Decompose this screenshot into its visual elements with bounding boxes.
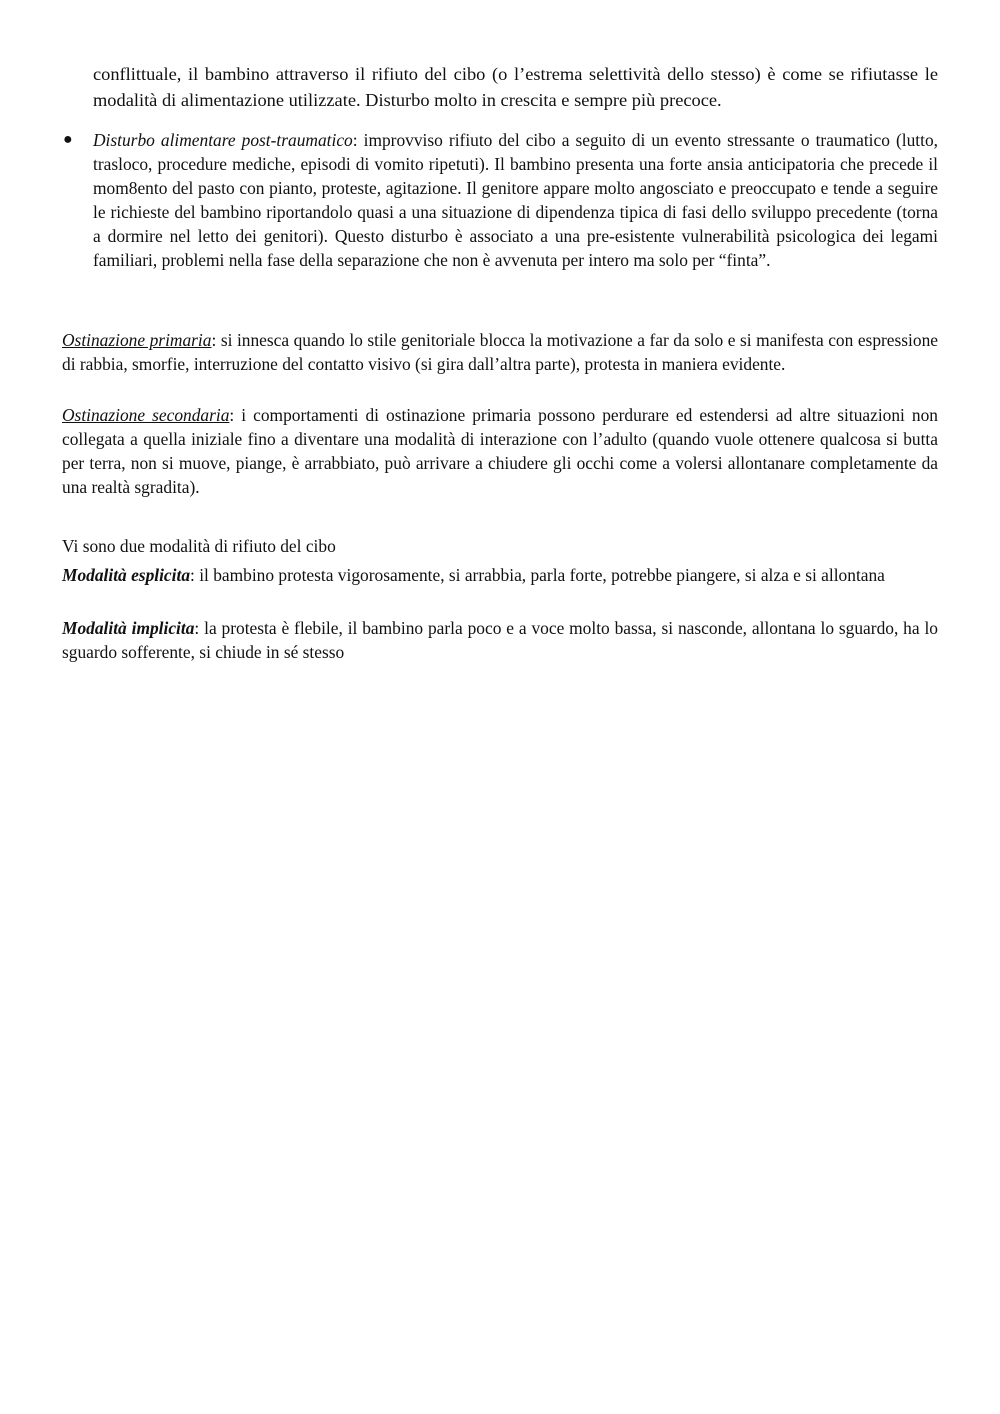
post-traumatic-label: Disturbo alimentare post-traumatico (93, 130, 353, 150)
primary-label: Ostinazione primaria (62, 330, 212, 350)
implicit-text: : la protesta è flebile, il bambino parla poco e a voce molto bassa, si nasconde, allontana lo sguardo, ha lo sguardo sofferente, si chiude in sé stesso (62, 618, 938, 662)
bullet-icon: ● (63, 131, 73, 148)
secondary-paragraph (62, 403, 938, 499)
primary-paragraph (62, 328, 938, 376)
secondary-text: : i comportamenti di ostinazione primaria possono perdurare ed estendersi ad altre situazioni non collegata a quella iniziale fino a diventare una modalità di interazione con l’adulto (quando vuole ottenere qualcosa si butta per terra, non si muove, piange, è arrabbiato, può arrivare a chiudere gli occhi come a volersi allontanare completamente da una realtà sgradita). (62, 405, 938, 497)
primary-text: : si innesca quando lo stile genitoriale blocca la motivazione a far da solo e si manifesta con espressione di rabbia, smorfie, interruzione del contatto visivo (si gira dall’altra parte), protesta in maniera evidente. (62, 330, 939, 374)
continuation-paragraph: conflittuale, il bambino attraverso il rifiuto del cibo (o l’estrema selettività dello stesso) è come se rifiutasse le modalità di alimentazione utilizzate. Disturbo molto in crescita e sempre più precoce. (93, 64, 938, 110)
post-traumatic-text: : improvviso rifiuto del cibo a seguito di un evento stressante o traumatico (lutto, trasloco, procedure mediche, episodi di vomito ripetuti). Il bambino presenta una forte ansia anticipatoria che precede il mom8ento del pasto con pianto, proteste, agitazione. Il genitore appare molto angosciato e preoccupato e tende a seguire le richieste del bambino riportandolo quasi a una situazione di dipendenza tipica di fasi dello sviluppo precedente (torna a dormire nel letto dei genitori). Questo disturbo è associato a una pre-esistente vulnerabilità psicologica dei legami familiari, problemi nella fase della separazione che non è avvenuta per intero ma solo per “finta”. (93, 130, 938, 270)
explicit-paragraph (62, 563, 938, 587)
implicit-paragraph (62, 616, 938, 664)
secondary-label: Ostinazione secondaria (62, 405, 230, 425)
post-traumatic-paragraph (93, 128, 938, 272)
explicit-text: : il bambino protesta vigorosamente, si arrabbia, parla forte, potrebbe piangere, si alza e si allontana (190, 565, 885, 585)
implicit-label: Modalità implicita (62, 618, 195, 638)
intro-paragraph: Vi sono due modalità di rifiuto del cibo (62, 536, 336, 556)
explicit-label: Modalità esplicita (62, 565, 191, 585)
